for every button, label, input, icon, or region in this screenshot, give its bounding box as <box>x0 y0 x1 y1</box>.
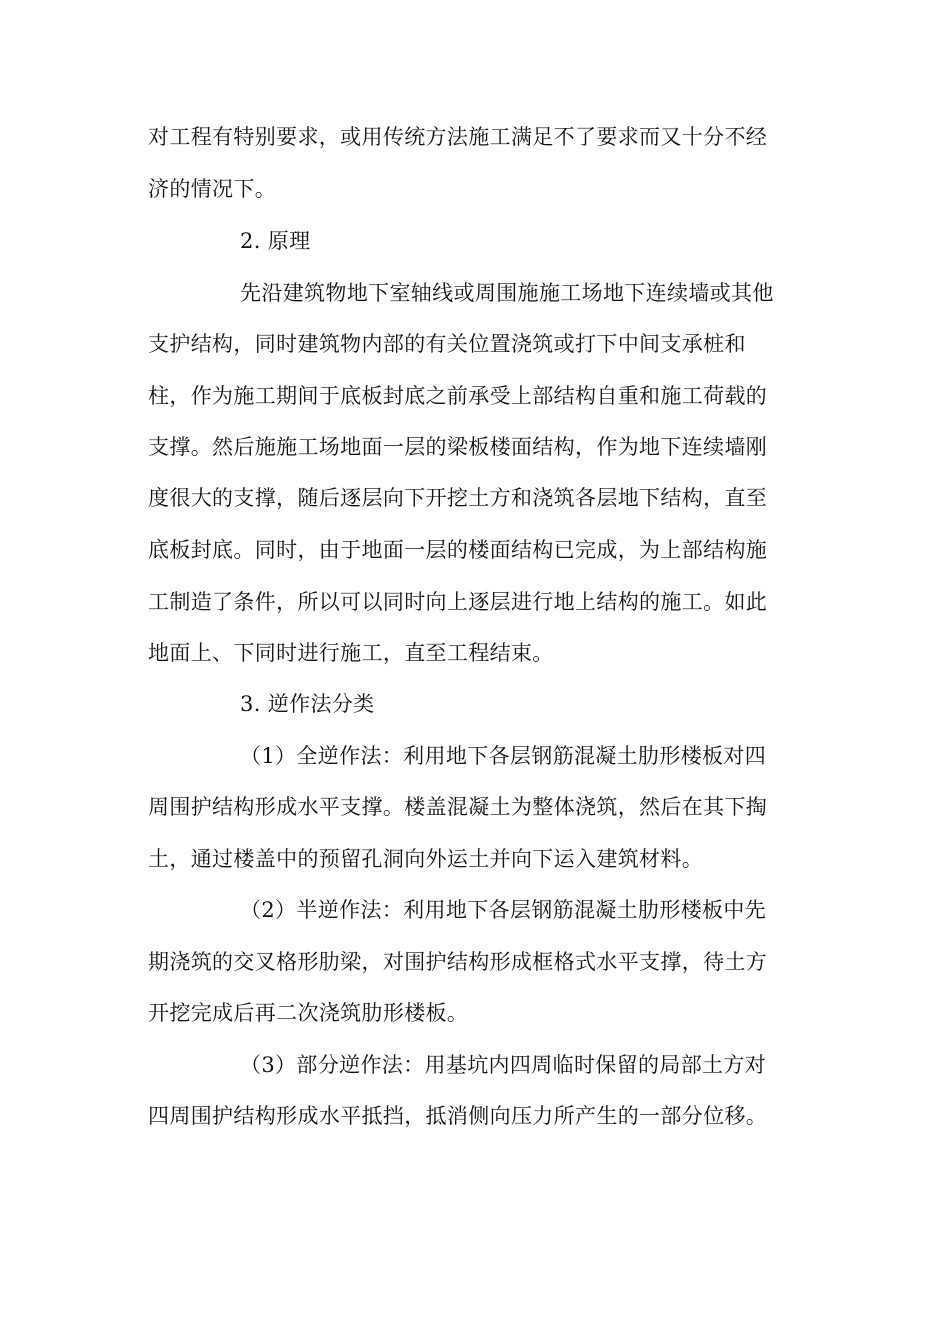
section-heading-classification: 3. 逆作法分类 <box>240 692 375 716</box>
paragraph-line: 开挖完成后再二次浇筑肋形楼板。 <box>148 1001 469 1025</box>
paragraph-line: 度很大的支撑，随后逐层向下开挖土方和浇筑各层地下结构，直至 <box>148 486 768 510</box>
paragraph-line: 济的情况下。 <box>148 177 277 201</box>
paragraph-line: 对工程有特别要求，或用传统方法施工满足不了要求而又十分不经 <box>148 125 768 149</box>
paragraph-line: （2）半逆作法：利用地下各层钢筋混凝土肋形楼板中先 <box>240 898 767 922</box>
paragraph-line: 支撑。然后施施工场地面一层的梁板楼面结构，作为地下连续墙刚 <box>148 435 768 459</box>
paragraph-line: 支护结构，同时建筑物内部的有关位置浇筑或打下中间支承桩和 <box>148 332 746 356</box>
paragraph-line: 四周围护结构形成水平抵挡，抵消侧向压力所产生的一部分位移。 <box>148 1104 768 1128</box>
paragraph-line: 底板封底。同时，由于地面一层的楼面结构已完成，为上部结构施 <box>148 538 768 562</box>
paragraph-line: 土，通过楼盖中的预留孔洞向外运土并向下运入建筑材料。 <box>148 847 704 871</box>
paragraph-line: （3）部分逆作法：用基坑内四周临时保留的局部土方对 <box>240 1053 767 1077</box>
paragraph-line: 先沿建筑物地下室轴线或周围施施工场地下连续墙或其他 <box>240 281 774 305</box>
paragraph-line: 周围护结构形成水平支撑。楼盖混凝土为整体浇筑，然后在其下掏 <box>148 795 768 819</box>
paragraph-line: 期浇筑的交叉格形肋梁，对围护结构形成框格式水平支撑，待土方 <box>148 950 768 974</box>
section-heading-principle: 2. 原理 <box>240 229 311 253</box>
paragraph-line: （1）全逆作法：利用地下各层钢筋混凝土肋形楼板对四 <box>240 744 767 768</box>
paragraph-line: 柱，作为施工期间于底板封底之前承受上部结构自重和施工荷载的 <box>148 384 768 408</box>
paragraph-line: 工制造了条件，所以可以同时向上逐层进行地上结构的施工。如此 <box>148 590 768 614</box>
paragraph-line: 地面上、下同时进行施工，直至工程结束。 <box>148 641 554 665</box>
